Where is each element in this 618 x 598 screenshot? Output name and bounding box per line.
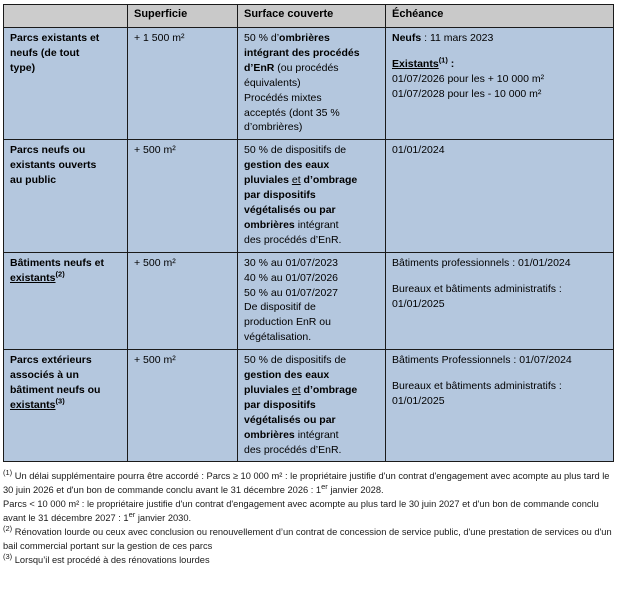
column-header-category <box>4 5 128 28</box>
table-row <box>4 350 614 462</box>
surface-line: 50 % au 01/07/2027 <box>244 286 338 299</box>
table-row <box>4 252 614 349</box>
echeance-line: Bâtiments Professionnels : 01/07/2024 <box>392 354 572 367</box>
surface-line: 50 % de dispositifs de <box>244 144 347 157</box>
category-line: type) <box>10 61 36 74</box>
superficie-value: + 500 m² <box>134 256 176 269</box>
surface-line: 50 % d’ombrières <box>244 32 330 44</box>
category-line: Parcs existants et <box>10 32 100 44</box>
surface-line: production EnR ou <box>244 316 331 329</box>
footnote-marker: (3) <box>3 552 13 561</box>
surface-line: végétalisés ou par <box>244 203 336 216</box>
surface-line: des procédés d’EnR. <box>244 443 342 456</box>
category-line: Parcs extérieurs <box>10 354 92 367</box>
surface-line: intégrant des procédés <box>244 46 360 59</box>
surface-line: par dispositifs <box>244 398 316 411</box>
cell-superficie <box>128 350 238 462</box>
footnote-marker: (2) <box>3 524 13 534</box>
surface-line: De dispositif de <box>244 301 316 314</box>
echeance-line: 01/07/2028 pour les - 10 000 m² <box>392 87 542 100</box>
cell-echeance <box>386 350 614 462</box>
cell-category <box>4 350 128 462</box>
surface-line: Procédés mixtes <box>244 91 322 104</box>
cell-superficie <box>128 140 238 252</box>
surface-line: végétalisés ou par <box>244 413 336 426</box>
footnotes-section <box>3 470 615 568</box>
table-row <box>4 28 614 140</box>
echeance-line: 01/01/2024 <box>392 144 445 157</box>
surface-line: gestion des eaux <box>244 369 330 382</box>
cell-category <box>4 28 128 140</box>
cell-surface-couverte <box>238 252 386 349</box>
echeance-line: Bâtiments professionnels : 01/01/2024 <box>392 256 571 269</box>
regulation-table <box>3 4 614 462</box>
category-line: existants$^{(2)}$ <box>10 269 65 284</box>
superficie-value: + 500 m² <box>134 354 176 367</box>
surface-line: acceptés (dont 35 % <box>244 106 340 119</box>
footnote-2: $^{(2)}$ Rénovation lourde ou ceux avec conclusion ou renouvellement d’un contrat de concession de service public, d'une prestation de services ou d'un bail commercial portant sur la gestion de ces parcs <box>3 524 612 552</box>
column-header-superficie: Superficie <box>128 5 238 28</box>
surface-line: équivalents) <box>244 76 301 89</box>
cell-echeance <box>386 28 614 140</box>
surface-line: pluviales et d’ombrage <box>244 174 358 187</box>
surface-line: pluviales et d’ombrage <box>244 383 358 396</box>
document-page <box>0 4 618 598</box>
category-line: au public <box>10 174 57 187</box>
cell-category <box>4 252 128 349</box>
echeance-line: 01/01/2025 <box>392 297 445 310</box>
echeance-line: 01/01/2025 <box>392 394 445 407</box>
table-header-row <box>4 5 614 28</box>
cell-category <box>4 140 128 252</box>
surface-line: ombrières intégrant <box>244 428 339 441</box>
table-body <box>4 28 614 462</box>
echeance-line: Bureaux et bâtiments administratifs : <box>392 380 562 393</box>
surface-line: des procédés d’EnR. <box>244 233 342 246</box>
surface-line: d’ombrières) <box>244 121 303 134</box>
echeance-line: Bureaux et bâtiments administratifs : <box>392 282 562 295</box>
table-header <box>4 5 614 28</box>
category-line: existants ouverts <box>10 159 97 172</box>
cell-superficie <box>128 252 238 349</box>
cell-surface-couverte <box>238 140 386 252</box>
category-line: associés à un <box>10 369 79 382</box>
superficie-value: + 500 m² <box>134 144 176 157</box>
cell-surface-couverte <box>238 28 386 140</box>
category-line: bâtiment neufs ou <box>10 383 101 396</box>
surface-line: 50 % de dispositifs de <box>244 354 347 367</box>
echeance-line: 01/07/2026 pour les + 10 000 m² <box>392 72 545 85</box>
cell-echeance <box>386 252 614 349</box>
footnote-marker: (1) <box>3 468 13 478</box>
cell-echeance <box>386 140 614 252</box>
cell-superficie <box>128 28 238 140</box>
echeance-line: Existants$^{(1)}$ : <box>392 55 455 70</box>
surface-line: d’EnR (ou procédés <box>244 61 339 74</box>
blank-line <box>392 368 608 379</box>
surface-line: végétalisation. <box>244 331 312 344</box>
footnote-3: $^{(3)}$ Lorsqu’il est procédé à des rénovations lourdes <box>3 552 210 566</box>
column-header-echeance: Échéance <box>386 5 614 28</box>
cell-surface-couverte <box>238 350 386 462</box>
surface-line: par dispositifs <box>244 189 316 202</box>
superficie-value: + 1 500 m² <box>134 32 185 44</box>
echeance-line: Neufs : 11 mars 2023 <box>392 32 494 44</box>
blank-line <box>392 271 608 282</box>
footnote-1-continuation: Parcs < 10 000 m² : le propriétaire justifie d'un contrat d'engagement avec acompte au plus tard le 30 juin 2027 et d'un bon de commande conclu avant le 31 décembre 2027 : 1er janvier 2030. <box>3 499 599 524</box>
surface-line: ombrières intégrant <box>244 218 339 231</box>
category-line: existants$^{(3)}$ <box>10 396 65 411</box>
footnote-1: $^{(1)}$ Un délai supplémentaire pourra être accordé : Parcs ≥ 10 000 m² : le propriétaire justifie d'un contrat d'engagement avec acompte au plus tard le 30 juin 2026 et d'un bon de commande conclu avant le 31 décembre 2026 : 1er janvier 2028. <box>3 468 610 496</box>
surface-line: 40 % au 01/07/2026 <box>244 271 338 284</box>
table-row <box>4 140 614 252</box>
column-header-surface-couverte: Surface couverte <box>238 5 386 28</box>
category-line: Parcs neufs ou <box>10 144 86 157</box>
category-line: Bâtiments neufs et <box>10 256 104 269</box>
surface-line: gestion des eaux <box>244 159 330 172</box>
surface-line: 30 % au 01/07/2023 <box>244 256 338 269</box>
blank-line <box>392 46 608 57</box>
category-line: neufs (de tout <box>10 46 80 59</box>
